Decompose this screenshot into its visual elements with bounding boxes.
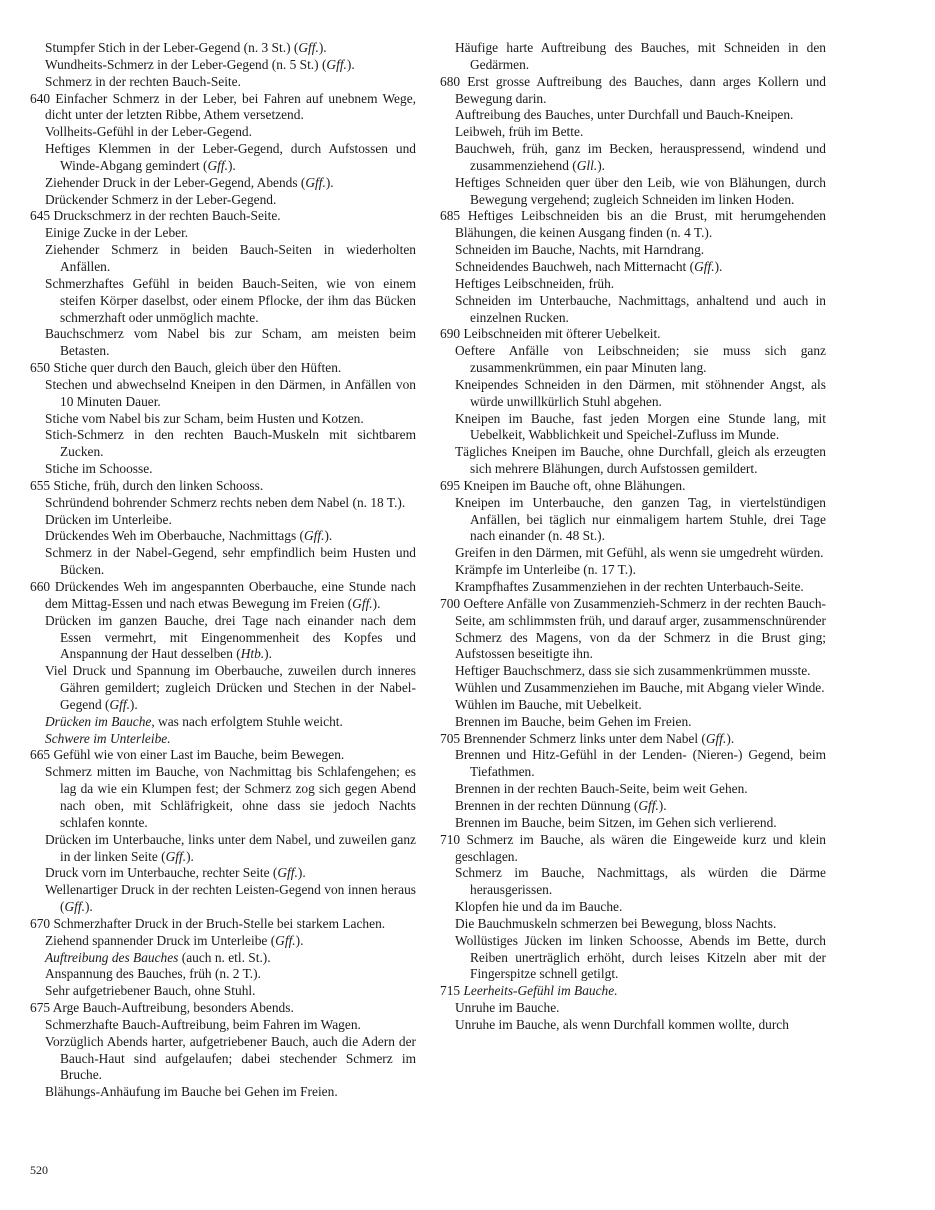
symptom-entry — [30, 326, 416, 360]
symptom-text-suffix: ). — [295, 932, 304, 948]
symptom-entry — [440, 680, 826, 697]
symptom-text-suffix: ). — [346, 56, 355, 72]
symptom-entry — [440, 798, 826, 815]
symptom-number: 665 — [30, 747, 51, 763]
symptom-entry — [30, 933, 416, 950]
italic-text: Auftreibung des Bauches — [45, 949, 179, 965]
symptom-text-suffix: ). — [129, 696, 138, 712]
italic-text: Drücken im Bauche — [45, 713, 152, 729]
symptom-text: Bauchweh, früh, ganz im Becken, herauspressend, windend und zusammenziehend ( — [455, 141, 826, 173]
symptom-entry — [30, 495, 416, 512]
symptom-text: Schmerz in der rechten Bauch-Seite. — [45, 73, 241, 89]
symptom-entry — [30, 747, 416, 764]
symptom-entry — [30, 57, 416, 74]
symptom-entry — [30, 1000, 416, 1017]
symptom-text: Auftreibung des Bauches, unter Durchfall und Bauch-Kneipen. — [455, 107, 794, 123]
symptom-text-suffix: ). — [186, 848, 194, 864]
symptom-number: 680 — [440, 73, 461, 89]
symptom-entry — [440, 933, 826, 984]
symptom-number: 645 — [30, 208, 51, 224]
italic-text: Gff. — [275, 932, 296, 948]
symptom-number: 715 — [440, 983, 461, 999]
symptom-text: Brennender Schmerz links unter dem Nabel ( — [463, 730, 706, 746]
symptom-entry — [440, 124, 826, 141]
symptom-text: Stiche im Schoosse. — [45, 461, 153, 477]
symptom-entry — [30, 663, 416, 714]
symptom-text: Drückendes Weh im Oberbauche, Nachmittags ( — [45, 528, 304, 544]
symptom-entry — [30, 124, 416, 141]
symptom-entry — [440, 781, 826, 798]
italic-text: Gff. — [207, 157, 228, 173]
symptom-entry — [440, 596, 826, 663]
symptom-entry — [440, 815, 826, 832]
symptom-text-suffix: ). — [658, 797, 667, 813]
symptom-entry — [440, 40, 826, 74]
symptom-entry — [440, 747, 826, 781]
symptom-text: Brennen in der rechten Bauch-Seite, beim weit Gehen. — [455, 781, 748, 797]
italic-text: Gff. — [303, 528, 325, 544]
symptom-text: Drücken im Unterbauche, links unter dem Nabel, und zuweilen ganz in der linken Seite ( — [45, 831, 416, 864]
symptom-text: Wollüstiges Jücken im linken Schoosse, Abends im Bette, durch Reiben unerträglich erhöht, durch leises Kitzeln aber mit der Fingerspitze schnell getilgt. — [455, 932, 826, 982]
symptom-number: 675 — [30, 1000, 51, 1016]
symptom-text: Oeftere Anfälle von Zusammenzieh-Schmerz in der rechten Bauch-Seite, am schlimmsten früh, und darauf arger, zusammenschnürender Schmerz des Magens, von da der Schmerz in die Brust ging; Aufstossen beseitigte ihn. — [455, 595, 826, 662]
symptom-number: 685 — [440, 208, 461, 224]
symptom-entry — [440, 343, 826, 377]
symptom-entry — [30, 1084, 416, 1101]
symptom-text: Kneipen im Unterbauche, den ganzen Tag, in viertelstündigen Anfällen, bei täglich nur einmaligem hartem Stuhle, drei Tage nach einander (n. 48 St.). — [455, 494, 826, 544]
symptom-text: Tägliches Kneipen im Bauche, ohne Durchfall, gleich als erzeugten sich mehrere Blähungen, durch Aufstossen gemildert. — [455, 444, 826, 477]
symptom-entry — [440, 545, 826, 562]
symptom-text: Drückender Schmerz in der Leber-Gegend. — [45, 191, 277, 207]
symptom-text: Heftiges Leibschneiden, früh. — [455, 275, 615, 291]
italic-text: Gff. — [298, 40, 319, 55]
symptom-entry — [440, 478, 826, 495]
symptom-entry — [440, 714, 826, 731]
symptom-entry — [440, 74, 826, 108]
symptom-entry — [30, 175, 416, 192]
symptom-text-suffix: ). — [264, 646, 272, 662]
symptom-entry — [440, 208, 826, 242]
symptom-text: Drückendes Weh im angespannten Oberbauche, eine Stunde nach dem Mittag-Essen und nach etwas Bewegung im Freien ( — [45, 579, 416, 611]
symptom-text-suffix: ). — [372, 595, 381, 611]
symptom-text: Wühlen im Bauche, mit Uebelkeit. — [455, 696, 642, 712]
symptom-entry — [30, 528, 416, 545]
symptom-text: Bauchschmerz vom Nabel bis zur Scham, am meisten beim Betasten. — [45, 326, 416, 359]
symptom-entry — [440, 832, 826, 866]
italic-text: Gff. — [305, 174, 326, 190]
symptom-text-suffix: ). — [597, 157, 605, 173]
symptom-text: Kneipen im Bauche, fast jeden Morgen eine Stunde lang, mit Uebelkeit, Wabblichkeit und Speichel-Zufluss im Munde. — [455, 410, 826, 443]
symptom-text: Brennen im Bauche, beim Sitzen, im Gehen sich verlierend. — [455, 814, 777, 830]
italic-text: Schwere im Unterleibe. — [45, 730, 171, 746]
symptom-number: 655 — [30, 477, 51, 493]
symptom-text: Anspannung des Bauches, früh (n. 2 T.). — [45, 966, 261, 982]
symptom-number: 690 — [440, 326, 461, 342]
italic-text: Gff. — [326, 56, 347, 72]
symptom-entry — [440, 579, 826, 596]
symptom-text: Schmerzhafter Druck in der Bruch-Stelle bei starkem Lachen. — [53, 915, 386, 931]
symptom-entry — [440, 411, 826, 445]
symptom-text-suffix: (auch n. etl. St.). — [178, 949, 271, 965]
symptom-text: Sehr aufgetriebener Bauch, ohne Stuhl. — [45, 983, 256, 999]
italic-text: Gll. — [576, 157, 598, 173]
italic-text: Gff. — [638, 797, 659, 813]
symptom-entry — [440, 983, 826, 1000]
symptom-text-suffix: ). — [324, 528, 333, 544]
symptom-text: Schmerzhaftes Gefühl in beiden Bauch-Seiten, wie von einem steifen Körper daselbst, oder einem Pflocke, der ihm das Bücken schmerzhaft oder unmöglich machte. — [45, 275, 416, 325]
symptom-text: Wellenartiger Druck in der rechten Leisten-Gegend von innen heraus ( — [45, 882, 416, 915]
symptom-number: 705 — [440, 730, 461, 746]
symptom-number: 700 — [440, 595, 461, 611]
symptom-text: Schmerz im Bauche, als wären die Eingeweide kurz und klein geschlagen. — [455, 831, 826, 864]
symptom-entry — [440, 899, 826, 916]
symptom-entry — [440, 326, 826, 343]
symptom-entry — [30, 74, 416, 91]
symptom-text: Einige Zucke in der Leber. — [45, 225, 189, 241]
symptom-text: Arge Bauch-Auftreibung, besonders Abends. — [52, 1000, 294, 1016]
symptom-entry — [440, 1000, 826, 1017]
symptom-text: Vollheits-Gefühl in der Leber-Gegend. — [45, 124, 252, 140]
symptom-text: Ziehender Druck in der Leber-Gegend, Abends ( — [45, 174, 306, 190]
symptom-text: Brennen und Hitz-Gefühl in der Lenden- (Nieren-) Gegend, beim Tiefathmen. — [455, 747, 826, 780]
italic-text: Gff. — [165, 848, 187, 864]
symptom-text: Schmerz im Bauche, Nachmittags, als würden die Därme herausgerissen. — [455, 865, 826, 898]
symptom-text: Kneipen im Bauche oft, ohne Blähungen. — [463, 477, 686, 493]
italic-text: Gff. — [705, 730, 727, 746]
symptom-entry — [30, 411, 416, 428]
symptom-entry — [440, 444, 826, 478]
symptom-number: 695 — [440, 477, 461, 493]
symptom-text-suffix: , was nach erfolgtem Stuhle weicht. — [151, 713, 343, 729]
right-column — [440, 40, 826, 1034]
symptom-text: Drücken im Unterleibe. — [45, 511, 172, 527]
symptom-text: Ziehender Schmerz in beiden Bauch-Seiten in wiederholten Anfällen. — [45, 242, 416, 274]
italic-text: Gff. — [694, 258, 715, 274]
symptom-entry — [30, 377, 416, 411]
symptom-text: Unruhe im Bauche. — [455, 1000, 560, 1016]
symptom-text-suffix: ). — [84, 899, 93, 915]
symptom-text-suffix: ). — [714, 258, 723, 274]
italic-text: Leerheits-Gefühl im Bauche. — [463, 983, 618, 999]
symptom-text-suffix: ). — [297, 865, 306, 881]
symptom-entry — [30, 865, 416, 882]
symptom-text-suffix: ). — [726, 730, 735, 746]
symptom-text-suffix: ). — [227, 157, 236, 173]
symptom-number: 670 — [30, 915, 51, 931]
symptom-text: Schmerz in der Nabel-Gegend, sehr empfindlich beim Husten und Bücken. — [45, 545, 416, 578]
symptom-text: Schmerzhafte Bauch-Auftreibung, beim Fahren im Wagen. — [45, 1016, 361, 1032]
symptom-text: Stich-Schmerz in den rechten Bauch-Muskeln mit sichtbarem Zucken. — [45, 427, 416, 460]
page-number: 520 — [30, 1163, 48, 1177]
symptom-entry — [30, 832, 416, 866]
symptom-entry — [440, 1017, 826, 1034]
symptom-entry — [30, 360, 416, 377]
symptom-entry — [440, 916, 826, 933]
symptom-text: Wühlen und Zusammenziehen im Bauche, mit Abgang vieler Winde. — [455, 680, 825, 696]
symptom-entry — [30, 1017, 416, 1034]
symptom-entry — [30, 983, 416, 1000]
symptom-text: Klopfen hie und da im Bauche. — [455, 899, 623, 915]
italic-text: Gff. — [352, 595, 373, 611]
italic-text: Gff. — [64, 899, 85, 915]
symptom-entry — [30, 276, 416, 327]
symptom-entry — [30, 731, 416, 748]
symptom-entry — [440, 562, 826, 579]
symptom-text-suffix: ). — [325, 174, 334, 190]
symptom-text: Drücken im ganzen Bauche, drei Tage nach einander nach dem Essen vermehrt, mit Eingenommenheit des Kopfes und Anspannung der Haut desselben ( — [45, 612, 416, 662]
symptom-text: Heftiges Leibschneiden bis an die Brust, mit herumgehenden Blähungen, die keinen Ausgang finden (n. 4 T.). — [455, 208, 826, 241]
symptom-entry — [30, 966, 416, 983]
left-column — [30, 40, 416, 1101]
symptom-entry — [440, 259, 826, 276]
symptom-number: 640 — [30, 90, 51, 106]
symptom-entry — [30, 192, 416, 209]
symptom-entry — [30, 141, 416, 175]
symptom-number: 650 — [30, 360, 51, 376]
symptom-text-suffix: ). — [318, 40, 327, 55]
symptom-entry — [30, 512, 416, 529]
symptom-entry — [30, 427, 416, 461]
symptom-text: Brennen in der rechten Dünnung ( — [455, 797, 639, 813]
symptom-text: Brennen im Bauche, beim Gehen im Freien. — [455, 713, 692, 729]
symptom-entry — [440, 495, 826, 546]
symptom-text: Stiche quer durch den Bauch, gleich über den Hüften. — [53, 360, 342, 376]
symptom-text: Ziehend spannender Druck im Unterleibe ( — [45, 932, 276, 948]
symptom-text: Schneiden im Unterbauche, Nachmittags, anhaltend und auch in einzelnen Rucken. — [455, 292, 826, 325]
italic-text: Gff. — [109, 696, 130, 712]
symptom-text: Einfacher Schmerz in der Leber, bei Fahren auf unebnem Wege, dicht unter der letzten Ribbe, Athem versetzend. — [45, 90, 416, 123]
symptom-entry — [440, 697, 826, 714]
symptom-text: Schneidendes Bauchweh, nach Mitternacht ( — [455, 258, 695, 274]
symptom-entry — [440, 293, 826, 327]
symptom-entry — [30, 478, 416, 495]
symptom-text: Schründend bohrender Schmerz rechts neben dem Nabel (n. 18 T.). — [45, 494, 406, 510]
symptom-number: 660 — [30, 579, 51, 594]
symptom-text: Kneipendes Schneiden in den Därmen, mit stöhnender Angst, als würde unwillkürlich Stuhl abgehen. — [455, 376, 826, 409]
symptom-text: Blähungs-Anhäufung im Bauche bei Gehen im Freien. — [45, 1084, 338, 1100]
symptom-text: Wundheits-Schmerz in der Leber-Gegend (n. 5 St.) ( — [45, 56, 327, 72]
symptom-text: Häufige harte Auftreibung des Bauches, mit Schneiden in den Gedärmen. — [455, 40, 826, 72]
symptom-entry — [30, 882, 416, 916]
symptom-entry — [440, 276, 826, 293]
symptom-entry — [30, 1034, 416, 1085]
symptom-text: Gefühl wie von einer Last im Bauche, beim Bewegen. — [53, 747, 345, 763]
symptom-entry — [440, 107, 826, 124]
symptom-text: Stechen und abwechselnd Kneipen in den Därmen, in Anfällen von 10 Minuten Dauer. — [45, 376, 416, 409]
symptom-entry — [30, 545, 416, 579]
symptom-entry — [30, 40, 416, 57]
symptom-text: Stumpfer Stich in der Leber-Gegend (n. 3 St.) ( — [45, 40, 299, 55]
symptom-entry — [30, 613, 416, 664]
symptom-text: Leibweh, früh im Bette. — [455, 124, 584, 140]
symptom-entry — [30, 242, 416, 276]
symptom-entry — [440, 175, 826, 209]
symptom-text: Die Bauchmuskeln schmerzen bei Bewegung, bloss Nachts. — [455, 915, 777, 931]
symptom-entry — [440, 141, 826, 175]
symptom-entry — [440, 865, 826, 899]
symptom-text: Krampfhaftes Zusammenziehen in der rechten Unterbauch-Seite. — [455, 579, 804, 594]
symptom-entry — [440, 731, 826, 748]
symptom-text: Heftiger Bauchschmerz, dass sie sich zusammenkrümmen musste. — [455, 663, 811, 679]
symptom-text: Heftiges Schneiden quer über den Leib, wie von Blähungen, durch Bewegung vergehend; zugleich Schneiden im linken Hoden. — [455, 174, 826, 207]
symptom-number: 710 — [440, 831, 461, 847]
symptom-text: Schneiden im Bauche, Nachts, mit Harndrang. — [455, 242, 705, 258]
symptom-entry — [30, 764, 416, 831]
symptom-entry — [440, 377, 826, 411]
symptom-entry — [30, 91, 416, 125]
symptom-text: Stiche, früh, durch den linken Schooss. — [53, 477, 264, 493]
symptom-text: Greifen in den Därmen, mit Gefühl, als wenn sie umgedreht würden. — [455, 545, 824, 561]
symptom-text: Erst grosse Auftreibung des Bauches, dann arges Kollern und Bewegung darin. — [455, 73, 826, 106]
symptom-entry — [30, 950, 416, 967]
symptom-entry — [440, 242, 826, 259]
symptom-text: Viel Druck und Spannung im Oberbauche, zuweilen durch inneres Gähren gemildert; zugleich Drücken und Stechen in der Nabel-Gegend ( — [45, 663, 416, 712]
symptom-entry — [30, 714, 416, 731]
symptom-entry — [30, 225, 416, 242]
symptom-entry — [30, 916, 416, 933]
symptom-text: Oeftere Anfälle von Leibschneiden; sie muss sich ganz zusammenkrümmen, ein paar Minuten lang. — [455, 343, 826, 376]
symptom-text: Heftiges Klemmen in der Leber-Gegend, durch Aufstossen und Winde-Abgang gemindert ( — [45, 141, 416, 173]
symptom-text: Krämpfe im Unterleibe (n. 17 T.). — [455, 562, 636, 578]
symptom-entry — [30, 208, 416, 225]
symptom-text: Unruhe im Bauche, als wenn Durchfall kommen wollte, durch — [455, 1016, 789, 1032]
symptom-entry — [30, 579, 416, 613]
symptom-entry — [30, 461, 416, 478]
italic-text: Htb. — [240, 646, 265, 662]
symptom-text: Stiche vom Nabel bis zur Scham, beim Husten und Kotzen. — [45, 410, 364, 426]
symptom-text: Schmerz mitten im Bauche, von Nachmittag bis Schlafengehen; es lag da wie ein Klumpen fest; der Schmerz zog sich gegen Abend nach oben, mit Schläfrigkeit, ohne dass sie jedoch Nachts schlafen konnte. — [45, 764, 416, 830]
symptom-text: Vorzüglich Abends harter, aufgetriebener Bauch, auch die Adern der Bauch-Haut sind aufgelaufen; dabei stechender Schmerz im Bruche. — [45, 1033, 416, 1083]
symptom-text: Leibschneiden mit öfterer Uebelkeit. — [463, 326, 661, 342]
symptom-text: Druck vorn im Unterbauche, rechter Seite ( — [45, 865, 278, 881]
symptom-text: Druckschmerz in der rechten Bauch-Seite. — [53, 208, 281, 224]
symptom-entry — [440, 663, 826, 680]
italic-text: Gff. — [277, 865, 298, 881]
